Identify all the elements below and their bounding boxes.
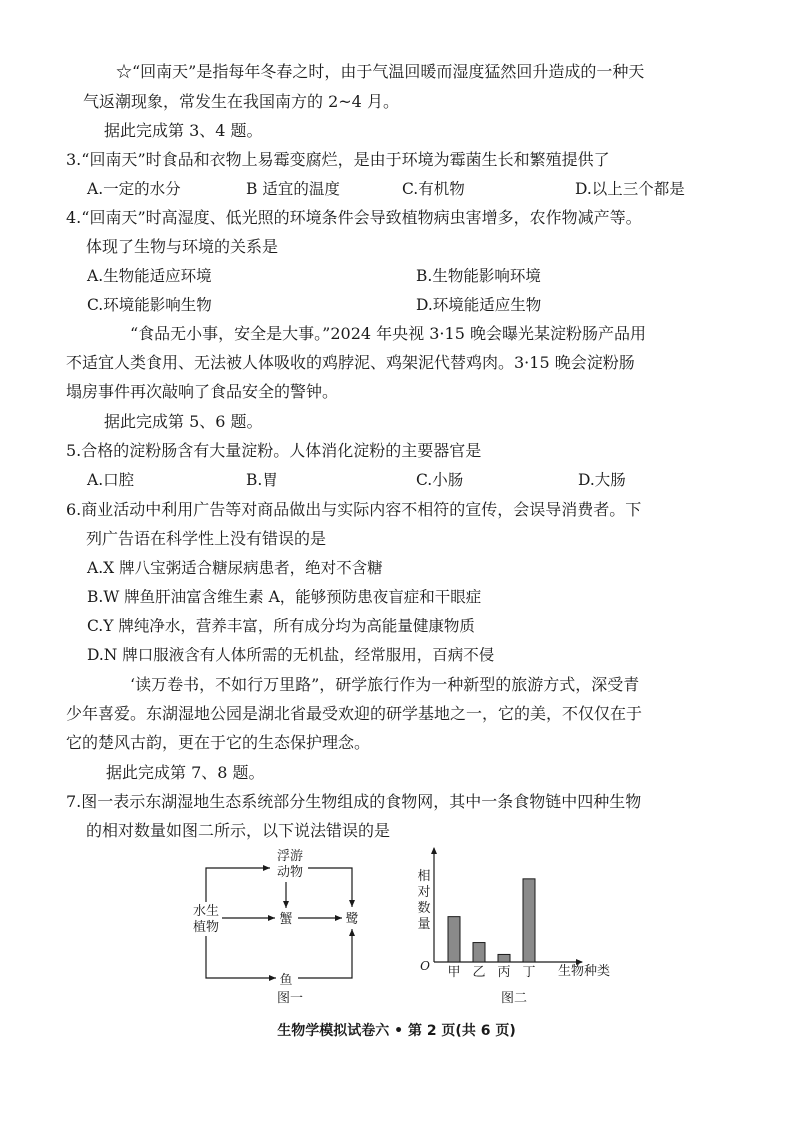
intro3-prompt: 据此完成第 7、8 题。	[106, 763, 265, 782]
q5-option-b: B.胃	[246, 471, 278, 489]
figure1-caption: 图一	[276, 991, 304, 1006]
q4-stem-line-2: 体现了生物与环境的关系是	[86, 237, 279, 256]
tick-label-丙: 丙	[497, 965, 511, 980]
intro2-line-3: 塌房事件再次敲响了食品安全的警钟。	[66, 382, 339, 401]
q6-stem-line-1: 6.商业活动中利用广告等对商品做出与实际内容不相符的宣传，会误导消费者。下	[66, 500, 642, 519]
q4-option-d: D.环境能适应生物	[416, 296, 542, 314]
figure2-bar-chart	[410, 840, 630, 1012]
q7-stem-line-2: 的相对数量如图二所示，以下说法错误的是	[86, 821, 391, 840]
arrow-plants-to-zooplankton	[206, 868, 270, 902]
y-label-char-3: 数	[417, 901, 431, 916]
node-plants-line-2: 植物	[192, 920, 220, 935]
x-label: 生物种类	[557, 964, 611, 979]
node-zooplankton-line-1: 浮游	[276, 849, 304, 864]
node-plants-line-1: 水生	[192, 904, 220, 919]
y-label-char-2: 对	[417, 885, 431, 900]
bar-丙	[498, 954, 510, 962]
bar-乙	[473, 943, 485, 962]
y-label-char-1: 相	[417, 869, 431, 884]
q5-option-c: C.小肠	[416, 471, 464, 489]
intro2-prompt: 据此完成第 5、6 题。	[104, 412, 263, 431]
arrow-plants-to-fish	[206, 936, 276, 978]
q4-stem-line-1: 4.“回南天”时高湿度、低光照的环境条件会导致植物病虫害增多，农作物减产等。	[66, 208, 642, 227]
page-footer: 生物学模拟试卷六 • 第 2 页(共 6 页)	[277, 1023, 516, 1039]
tick-label-丁: 丁	[522, 965, 536, 980]
origin-label: O	[420, 959, 430, 973]
intro3-line-1: ‘读万卷书，不如行万里路”，研学旅行作为一种新型的旅游方式，深受青	[130, 675, 640, 694]
node-fish: 鱼	[279, 973, 293, 988]
q3-option-c: C.有机物	[402, 180, 465, 198]
arrow-zooplankton-to-heron	[308, 868, 352, 907]
intro1-line-2: 气返潮现象，常发生在我国南方的 2~4 月。	[83, 92, 399, 111]
q3-option-b: B 适宜的温度	[246, 180, 340, 198]
node-heron: 鹭	[345, 912, 359, 927]
q3-option-d: D.以上三个都是	[575, 180, 685, 198]
q3-option-a: A.一定的水分	[87, 180, 181, 198]
tick-label-甲: 甲	[447, 965, 461, 980]
q6-option-c: C.Y 牌纯净水，营养丰富，所有成分均为高能量健康物质	[87, 617, 475, 635]
q4-option-c: C.环境能影响生物	[87, 296, 212, 314]
q5-option-a: A.口腔	[87, 471, 135, 489]
node-zooplankton-line-2: 动物	[276, 865, 304, 880]
q6-option-b: B.W 牌鱼肝油富含维生素 A，能够预防患夜盲症和干眼症	[87, 588, 482, 606]
q5-option-d: D.大肠	[578, 471, 626, 489]
figure1-food-web	[180, 840, 390, 1010]
intro3-line-2: 少年喜爱。东湖湿地公园是湖北省最受欢迎的研学基地之一，它的美，不仅仅在于	[66, 704, 643, 723]
q4-option-a: A.生物能适应环境	[87, 267, 212, 285]
tick-label-乙: 乙	[472, 965, 486, 980]
node-crab: 蟹	[279, 912, 293, 927]
q5-stem: 5.合格的淀粉肠含有大量淀粉。人体消化淀粉的主要器官是	[66, 441, 482, 460]
q6-stem-line-2: 列广告语在科学性上没有错误的是	[86, 529, 327, 548]
intro1-line-1: ☆“回南天”是指每年冬春之时，由于气温回暖而湿度猛然回升造成的一种天	[116, 62, 645, 81]
intro2-line-2: 不适宜人类食用、无法被人体吸收的鸡脖泥、鸡架泥代替鸡肉。3·15 晚会淀粉肠	[66, 353, 635, 372]
q7-stem-line-1: 7.图一表示东湖湿地生态系统部分生物组成的食物网，其中一条食物链中四种生物	[66, 792, 642, 811]
figure2-caption: 图二	[500, 991, 528, 1006]
bar-甲	[448, 917, 460, 962]
bar-丁	[523, 879, 535, 962]
q6-option-a: A.X 牌八宝粥适合糖尿病患者，绝对不含糖	[87, 559, 383, 577]
q4-option-b: B.生物能影响环境	[416, 267, 541, 285]
arrow-fish-to-heron	[298, 929, 352, 978]
q3-stem: 3.“回南天”时食品和衣物上易霉变腐烂，是由于环境为霉菌生长和繁殖提供了	[66, 150, 610, 169]
intro2-line-1: “食品无小事，安全是大事。”2024 年央视 3·15 晚会曝光某淀粉肠产品用	[130, 324, 646, 343]
y-label-char-4: 量	[417, 917, 431, 932]
intro3-line-3: 它的楚风古韵，更在于它的生态保护理念。	[66, 733, 371, 752]
intro1-prompt: 据此完成第 3、4 题。	[104, 121, 263, 140]
q6-option-d: D.N 牌口服液含有人体所需的无机盐，经常服用，百病不侵	[87, 646, 495, 664]
